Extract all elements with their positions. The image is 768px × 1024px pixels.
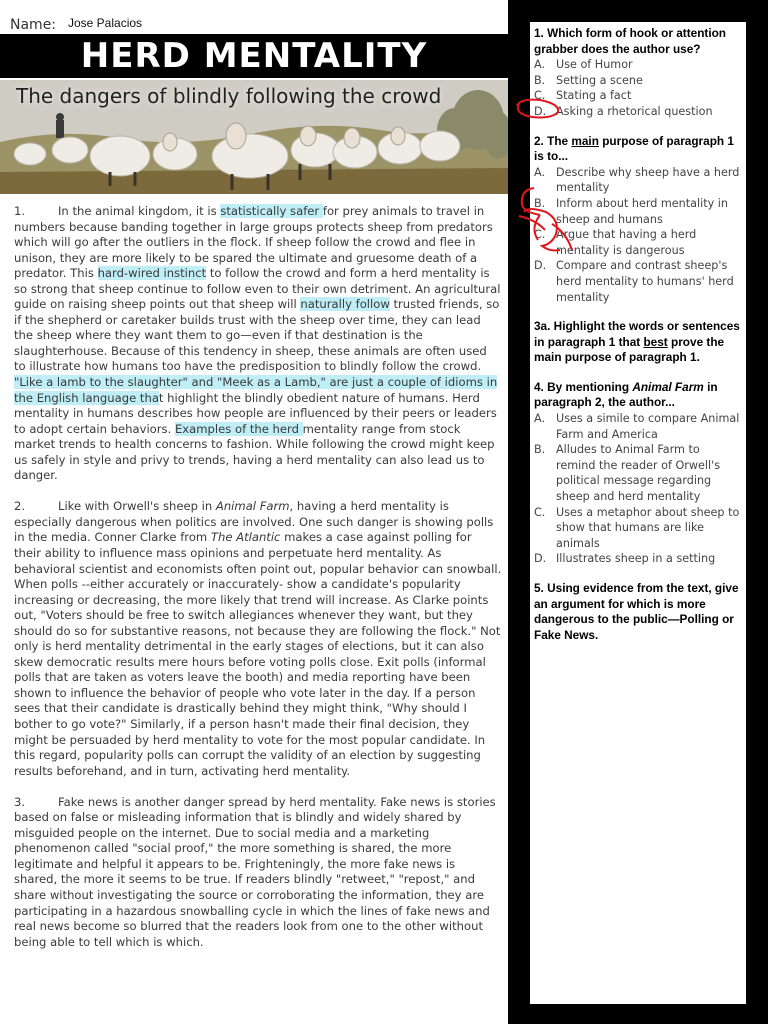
paragraph-2: [14, 499, 502, 779]
paragraph-1: [14, 204, 502, 484]
publication-title: The Atlantic: [210, 530, 281, 545]
option-letter: B.: [534, 73, 546, 87]
text-span: purpose of paragraph 1 is to...: [534, 133, 734, 164]
option-text: Alludes to Animal Farm to remind the reader of Orwell's political message regarding sheep and herd mentality: [556, 443, 721, 504]
text-span: makes a case against polling for their ability to influence mass opinions and perpetuate herd mentality. As behavioral scientist and economists often point out, popular behavior can snowball. When polls --either accurately or inaccurately- show a candidate's popularity increasing or decreasing, the more likely that trend will increase. As Clarke points out, "Voters should be free to switch allegiances whenever they want, but they should do so for substantive reasons, not because they are following the flock." Not only is herd mentality detrimental in the early stages of elections, but it can also skew democratic results mere hours before voting polls close. Exit polls (informal polls that are taken as voters leave the booth) and media reporting have been shown to influence the behavior of people who vote later in the day. If a person sees that their candidate is drastically behind they might think, "Why should I bother to go vote?" Similarly, if a person hasn't made their final decision, they might be persuaded by herd mentality to vote for the most popular candidate. In this regard, popularity polls can corrupt the validity of an election by suggesting results beforehand, and in turn, activating herd mentality.: [14, 530, 502, 778]
highlight[interactable]: statistically safer: [220, 204, 323, 218]
name-row: [10, 14, 143, 34]
option-text: Stating a fact: [556, 89, 632, 103]
answer-option[interactable]: [534, 196, 740, 227]
title-bar: [0, 34, 508, 78]
page-title: HERD MENTALITY: [80, 36, 428, 76]
highlight[interactable]: Examples of the herd: [174, 421, 303, 436]
emphasis: best: [643, 334, 668, 349]
option-text: Inform about herd mentality in sheep and humans: [556, 196, 728, 226]
question-text: [534, 134, 740, 165]
option-text: Compare and contrast sheep's herd mentality to humans' herd mentality: [556, 259, 734, 304]
option-text: Argue that having a herd mentality is dangerous: [556, 228, 697, 257]
highlight[interactable]: "Like a lamb to the slaughter" and "Meek as a Lamb," are just a couple of idioms in the English language tha: [14, 375, 498, 405]
text-span: In the animal kingdom, it is: [58, 204, 221, 218]
text-span: t highlight the blindly obedient nature of humans. Herd mentality in humans describes how people are influenced by their peers or leaders to adopt certain behaviors.: [14, 390, 497, 436]
answer-options: [534, 411, 740, 567]
student-name[interactable]: Jose Palacios: [68, 16, 143, 30]
paragraph-number: 3.: [14, 794, 26, 809]
option-letter: A.: [534, 412, 546, 426]
option-letter: B.: [534, 443, 546, 457]
answer-option[interactable]: [534, 104, 740, 120]
option-text: Illustrates sheep in a setting: [556, 552, 716, 566]
option-letter: C.: [534, 505, 546, 519]
sheep-photo: [0, 80, 508, 194]
paragraph-3: [14, 795, 502, 950]
subtitle: The dangers of blindly following the crowd: [16, 84, 442, 108]
option-letter: D.: [534, 259, 547, 273]
article-body: [14, 204, 502, 966]
answer-option[interactable]: [534, 411, 740, 442]
answer-option[interactable]: [534, 88, 740, 104]
option-text: Asking a rhetorical question: [556, 104, 713, 118]
answer-option[interactable]: [534, 442, 740, 504]
question-text: 5. Using evidence from the text, give an argument for which is more dangerous to the public—Polling or Fake News.: [534, 581, 739, 642]
option-letter: A.: [534, 165, 546, 179]
answer-option[interactable]: [534, 227, 740, 258]
option-letter: C.: [534, 89, 546, 103]
text-span: Like with Orwell's sheep in: [58, 499, 216, 514]
option-text: Describe why sheep have a herd mentality: [556, 165, 740, 195]
text-span: Fake news is another danger spread by herd mentality. Fake news is stories based on false or misleading information that is blindly and widely shared by misguided people on the internet. Due to social media and a marketing phenomenon called "social proof," the more something is shared, the more legitimate and helpful it appears to be. Frighteningly, the more fake news is shared, the more it seems to be true. If readers blindly "retweet," "repost," and share without investigating the source or corroborating the information, they are participating in a hazardous snowballing cycle in which the lines of fake news and real news become so blurred that the readers look from one to the other without being able to tell which is which.: [14, 794, 496, 949]
text-span: 2. The: [534, 133, 572, 148]
answer-option[interactable]: [534, 73, 740, 89]
question-4: [534, 380, 740, 567]
paragraph-number: 2.: [14, 499, 26, 514]
text-span: for prey animals to travel in numbers because banding together in large groups protects sheep from predators which will go after the outliers in the flock. If sheep follow the crowd and flee in unison, they are more likely to be spared the ultimate and gruesome death of a predator. This: [14, 204, 493, 281]
answer-option[interactable]: [534, 551, 740, 567]
question-5: [534, 581, 740, 643]
option-letter: B.: [534, 196, 546, 210]
option-text: Uses a simile to compare Animal Farm and America: [556, 412, 740, 441]
answer-options: [534, 165, 740, 305]
text-span: to follow the crowd and form a herd mentality is so strong that sheep continue to follow even to their own detriment. An agricultural guide on raising sheep points out that sheep will: [14, 266, 501, 312]
name-label: Name:: [10, 17, 57, 33]
answer-options: [534, 57, 740, 119]
text-span: in paragraph 2, the author...: [534, 379, 718, 410]
option-text: Uses a metaphor about sheep to show that humans are like animals: [556, 505, 740, 550]
text-span: trusted friends, so if the shepherd or caretaker builds trust with the sheep over time, they can lead the sheep where they want them to go—even if that destination is the slaughterhouse. Because of this tendency in sheep, these animals are often used to illustrate how humans too have the predisposition to blindly follow the crowd.: [14, 297, 500, 374]
option-text: Use of Humor: [556, 58, 633, 72]
answer-option[interactable]: [534, 258, 740, 305]
question-text: [534, 380, 740, 411]
text-span: 3a. Highlight the words or sentences in paragraph 1 that: [534, 319, 740, 349]
questions-panel: [530, 22, 746, 1004]
book-title: Animal Farm: [215, 499, 290, 514]
question-2: [534, 134, 740, 306]
option-letter: D.: [534, 552, 547, 566]
text-span: 4. By mentioning: [534, 379, 633, 394]
option-letter: A.: [534, 58, 546, 72]
highlight[interactable]: hard-wired instinct: [97, 266, 207, 281]
question-1: [534, 26, 740, 120]
emphasis: main: [571, 133, 599, 148]
highlight[interactable]: naturally follow: [300, 297, 390, 312]
paragraph-number: 1.: [14, 204, 26, 218]
option-letter: D.: [534, 104, 547, 118]
option-letter: C.: [534, 228, 546, 242]
question-3a: [534, 319, 740, 366]
text-span: prove the main purpose of paragraph 1.: [534, 334, 725, 365]
emphasis: Animal Farm: [632, 379, 704, 394]
text-span: mentality range from stock market trends to health concerns to fashion. While following the crowd might keep us safely in style and privy to trends, having a herd mentality can also lead us to danger.: [14, 421, 495, 483]
answer-option[interactable]: [534, 165, 740, 196]
text-span: , having a herd mentality is especially dangerous when politics are involved. One such danger is showing polls in the media. Conner Clarke from: [14, 499, 494, 545]
option-text: Setting a scene: [556, 73, 643, 87]
question-text: [534, 319, 740, 366]
answer-option[interactable]: [534, 57, 740, 73]
question-text: 1. Which form of hook or attention grabber does the author use?: [534, 26, 727, 56]
answer-option[interactable]: [534, 505, 740, 552]
